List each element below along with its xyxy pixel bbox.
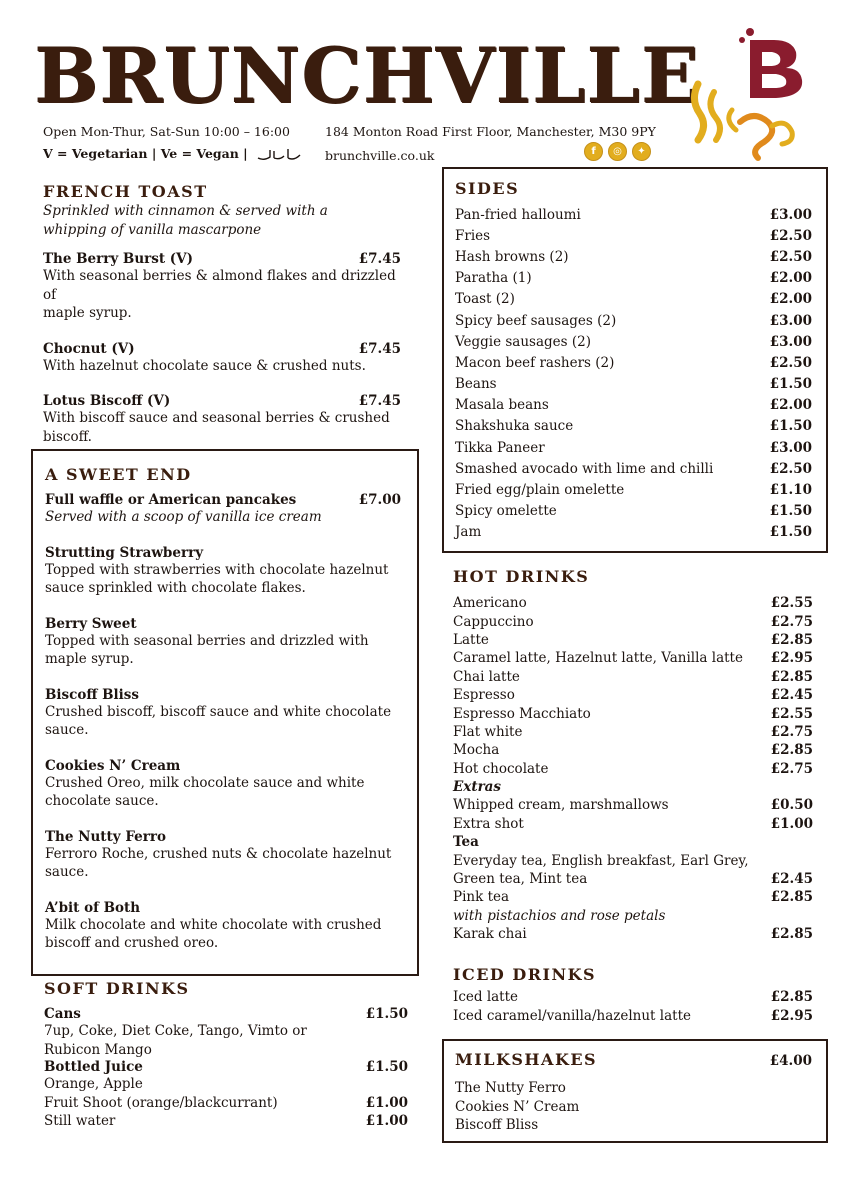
item-price: £2.45 [770, 687, 813, 704]
section-title: HOT DRINKS [453, 567, 590, 586]
item-name: Espresso Macchiato [453, 705, 591, 722]
menu-item [45, 900, 401, 953]
menu-item [43, 251, 401, 323]
sweet-end-section [31, 449, 419, 976]
item-name: Cookies N’ Cream [45, 757, 181, 774]
menu-row [453, 612, 813, 630]
item-price: £2.85 [770, 889, 813, 906]
diet-legend-text: V = Vegetarian | Ve = Vegan | [43, 146, 248, 161]
menu-row [453, 815, 813, 833]
item-name: Cappuccino [453, 613, 534, 630]
item-name: Veggie sausages (2) [455, 333, 592, 350]
menu-item [43, 393, 401, 446]
intro-line: Sprinkled with cinnamon & served with a [43, 203, 328, 219]
item-name: Bottled Juice [44, 1059, 143, 1075]
section-title: ICED DRINKS [453, 965, 597, 984]
item-name: Jam [455, 524, 482, 541]
menu-row [455, 310, 812, 331]
item-desc-line: Crushed biscoff, biscoff sauce and white chocolate [45, 703, 392, 720]
item-desc-line: 7up, Coke, Diet Coke, Tango, Vimto or [44, 1023, 307, 1039]
item-price: £1.00 [365, 1094, 408, 1111]
item-desc-line: Orange, Apple [44, 1076, 143, 1092]
item-desc-line: Served with a scoop of vanilla ice cream [45, 509, 322, 525]
brand-title: BRUNCHVILLE [34, 31, 700, 120]
item-name: Hot chocolate [453, 760, 549, 777]
item-price: £2.95 [770, 1007, 813, 1024]
item-name: A’bit of Both [45, 899, 141, 916]
drink-row [453, 1006, 813, 1024]
item-price: £2.55 [770, 705, 813, 722]
menu-row [453, 668, 813, 686]
menu-row [453, 704, 813, 722]
item-name: Extra shot [453, 815, 524, 832]
menu-row [453, 631, 813, 649]
item-price: £3.00 [769, 206, 812, 223]
french-toast-section [43, 182, 401, 446]
item-desc-line: biscoff. [43, 428, 92, 445]
item-name: Caramel latte, Hazelnut latte, Vanilla latte [453, 650, 743, 667]
item-price: £7.45 [358, 251, 401, 267]
item-desc-line: sauce. [45, 722, 89, 738]
diet-legend [43, 146, 302, 163]
item-price: £2.85 [770, 989, 813, 1006]
iced-drinks-section [453, 965, 813, 1025]
menu-item [44, 1059, 408, 1094]
menu-row [455, 395, 812, 416]
item-name: Full waffle or American pancakes [45, 492, 297, 508]
item-name: Toast (2) [455, 291, 515, 308]
item-name: Chocnut (V) [43, 340, 135, 357]
item-desc-line: Ferroro Roche, crushed nuts & chocolate hazelnut [45, 845, 392, 862]
social-links [584, 142, 651, 161]
item-price: £2.50 [769, 354, 812, 371]
item-desc-line: chocolate sauce. [45, 793, 159, 809]
menu-row [453, 686, 813, 704]
item-desc-line: maple syrup. [45, 651, 134, 667]
item-price: £2.85 [770, 742, 813, 759]
item-price: £2.85 [770, 668, 813, 685]
item-name: Spicy omelette [455, 503, 557, 520]
menu-row [455, 458, 812, 479]
item-note: with pistachios and rose petals [453, 907, 666, 924]
tea-line [453, 851, 813, 869]
item-desc-line: maple syrup. [43, 305, 132, 321]
section-intro [43, 202, 401, 239]
item-name: Flat white [453, 723, 523, 740]
section-title: A SWEET END [45, 465, 192, 484]
section-title: SOFT DRINKS [44, 979, 190, 998]
halal-icon [256, 147, 302, 163]
menu-row [455, 374, 812, 395]
menu-row [455, 437, 812, 458]
item-desc-line: With hazelnut chocolate sauce & crushed nuts. [43, 357, 366, 374]
item-price: £1.50 [769, 524, 812, 541]
milkshake-item: Cookies N’ Cream [455, 1098, 580, 1115]
item-desc-line: With seasonal berries & almond flakes and drizzled of [43, 268, 396, 303]
item-desc-line: With biscoff sauce and seasonal berries & crushed [43, 410, 390, 426]
item-name: Masala beans [455, 397, 549, 414]
item-price: £1.50 [365, 1006, 408, 1022]
menu-row [453, 796, 813, 814]
menu-row [453, 649, 813, 667]
menu-row [453, 594, 813, 612]
twitter-icon[interactable]: ✦ [632, 142, 651, 161]
item-name: Fries [455, 227, 491, 244]
section-title: MILKSHAKES [455, 1050, 598, 1069]
item-desc-line: sauce sprinkled with chocolate flakes. [45, 580, 306, 596]
milkshakes-section [442, 1039, 828, 1143]
item-price: £2.50 [769, 460, 812, 477]
menu-item [44, 1006, 408, 1059]
facebook-icon[interactable]: f [584, 142, 603, 161]
item-desc-line: Rubicon Mango [44, 1041, 152, 1058]
menu-row [455, 225, 812, 246]
item-name: Beans [455, 376, 497, 393]
item-name: Latte [453, 631, 489, 648]
menu-item [43, 341, 401, 376]
item-price: £3.00 [769, 333, 812, 350]
item-name: The Nutty Ferro [45, 828, 166, 845]
item-name: Everyday tea, English breakfast, Earl Grey, [453, 852, 749, 869]
milkshakes-price: £4.00 [769, 1053, 812, 1069]
menu-row [453, 760, 813, 778]
sides-section [442, 167, 828, 553]
menu-row [453, 723, 813, 741]
drink-row [44, 1112, 408, 1131]
item-desc-line: biscoff and crushed oreo. [45, 935, 219, 951]
menu-row [455, 246, 812, 267]
menu-row [455, 204, 812, 225]
menu-item [45, 687, 401, 740]
item-price: £1.50 [769, 376, 812, 393]
item-name: Pan-fried halloumi [455, 206, 581, 223]
menu-row [453, 741, 813, 759]
item-name: Tikka Paneer [455, 439, 545, 456]
tea-note [453, 907, 813, 925]
item-price: £2.50 [769, 248, 812, 265]
menu-row [455, 522, 812, 543]
item-desc-line: Milk chocolate and white chocolate with crushed [45, 916, 382, 933]
menu-row [455, 416, 812, 437]
item-price: £7.45 [358, 393, 401, 409]
opening-hours: Open Mon-Thur, Sat-Sun 10:00 – 16:00 [43, 124, 290, 139]
item-price: £0.50 [770, 797, 813, 814]
tea-heading: Tea [453, 834, 479, 851]
drink-row [453, 925, 813, 943]
drink-row [453, 988, 813, 1006]
item-price: £2.95 [770, 650, 813, 667]
website-link[interactable]: brunchville.co.uk [325, 148, 435, 163]
item-price: £3.00 [769, 312, 812, 329]
item-price: £3.00 [769, 439, 812, 456]
item-price: £1.50 [365, 1059, 408, 1075]
menu-item [45, 616, 401, 669]
menu-row [455, 289, 812, 310]
drink-row [44, 1094, 408, 1113]
item-name: Whipped cream, marshmallows [453, 797, 669, 814]
instagram-icon[interactable]: ◎ [608, 142, 627, 161]
item-price: £2.00 [769, 397, 812, 414]
item-name: Pink tea [453, 889, 510, 906]
item-name: Smashed avocado with lime and chilli [455, 460, 714, 477]
item-price: £7.45 [358, 340, 401, 357]
hot-drinks-list [453, 594, 813, 778]
item-name: Karak chai [453, 926, 527, 943]
item-price: £1.50 [769, 418, 812, 435]
item-name: Espresso [453, 687, 515, 704]
item-name: Paratha (1) [455, 270, 532, 287]
item-name: Green tea, Mint tea [453, 871, 588, 888]
item-name: Hash browns (2) [455, 248, 569, 265]
item-name: Lotus Biscoff (V) [43, 393, 171, 409]
hot-drinks-section [453, 567, 813, 943]
menu-row [455, 501, 812, 522]
item-name: Iced caramel/vanilla/hazelnut latte [453, 1007, 691, 1024]
intro-line: whipping of vanilla mascarpone [43, 221, 262, 238]
item-price: £2.75 [770, 613, 813, 630]
item-price: £7.00 [358, 492, 401, 508]
item-price: £2.00 [769, 291, 812, 308]
item-desc-line: Topped with strawberries with chocolate hazelnut [45, 561, 389, 578]
item-price: £1.10 [769, 482, 812, 499]
milkshake-item: Biscoff Bliss [455, 1117, 539, 1133]
menu-row [455, 352, 812, 373]
item-price: £2.75 [770, 723, 813, 740]
item-name: Mocha [453, 742, 500, 759]
item-desc-line: Crushed Oreo, milk chocolate sauce and white [45, 774, 365, 791]
menu-row [455, 331, 812, 352]
item-desc-line: Topped with seasonal berries and drizzled with [45, 632, 369, 649]
item-name: Berry Sweet [45, 615, 137, 632]
item-price: £2.85 [770, 926, 813, 943]
section-title: FRENCH TOAST [43, 182, 208, 201]
menu-item [45, 758, 401, 811]
item-name: Chai latte [453, 668, 520, 685]
item-price: £1.00 [770, 815, 813, 832]
item-name: Spicy beef sausages (2) [455, 312, 617, 329]
item-name: Strutting Strawberry [45, 544, 204, 561]
item-price: £2.75 [770, 760, 813, 777]
item-price: £2.55 [770, 595, 813, 612]
item-price: £1.00 [365, 1113, 408, 1129]
milkshake-item: The Nutty Ferro [455, 1080, 566, 1096]
item-name: The Berry Burst (V) [43, 251, 194, 267]
item-name: Fruit Shoot (orange/blackcurrant) [44, 1094, 278, 1111]
item-name: Fried egg/plain omelette [455, 482, 625, 499]
item-price: £2.85 [770, 631, 813, 648]
item-price: £2.00 [769, 270, 812, 287]
item-name: Americano [453, 595, 527, 612]
sides-list [455, 204, 812, 543]
menu-item [45, 492, 401, 527]
item-name: Biscoff Bliss [45, 686, 140, 703]
drink-row [453, 870, 813, 888]
soft-drinks-section [44, 979, 408, 1131]
item-desc-line: sauce. [45, 864, 89, 880]
menu-row [455, 479, 812, 500]
section-title: SIDES [455, 179, 520, 198]
milkshakes-header [455, 1050, 812, 1069]
item-name: Cans [44, 1006, 81, 1022]
menu-item [45, 829, 401, 882]
item-price: £2.50 [769, 227, 812, 244]
item-price: £1.50 [769, 503, 812, 520]
item-name: Still water [44, 1113, 116, 1129]
drink-row [453, 888, 813, 906]
brunchville-logo [684, 18, 818, 164]
menu-row [455, 268, 812, 289]
item-name: Shakshuka sauce [455, 418, 574, 435]
item-price: £2.45 [770, 871, 813, 888]
extras-heading: Extras [453, 779, 502, 796]
extras-list [453, 796, 813, 833]
address: 184 Monton Road First Floor, Manchester, M30 9PY [325, 124, 656, 139]
item-name: Macon beef rashers (2) [455, 354, 615, 371]
item-name: Iced latte [453, 989, 519, 1006]
menu-item [45, 545, 401, 598]
